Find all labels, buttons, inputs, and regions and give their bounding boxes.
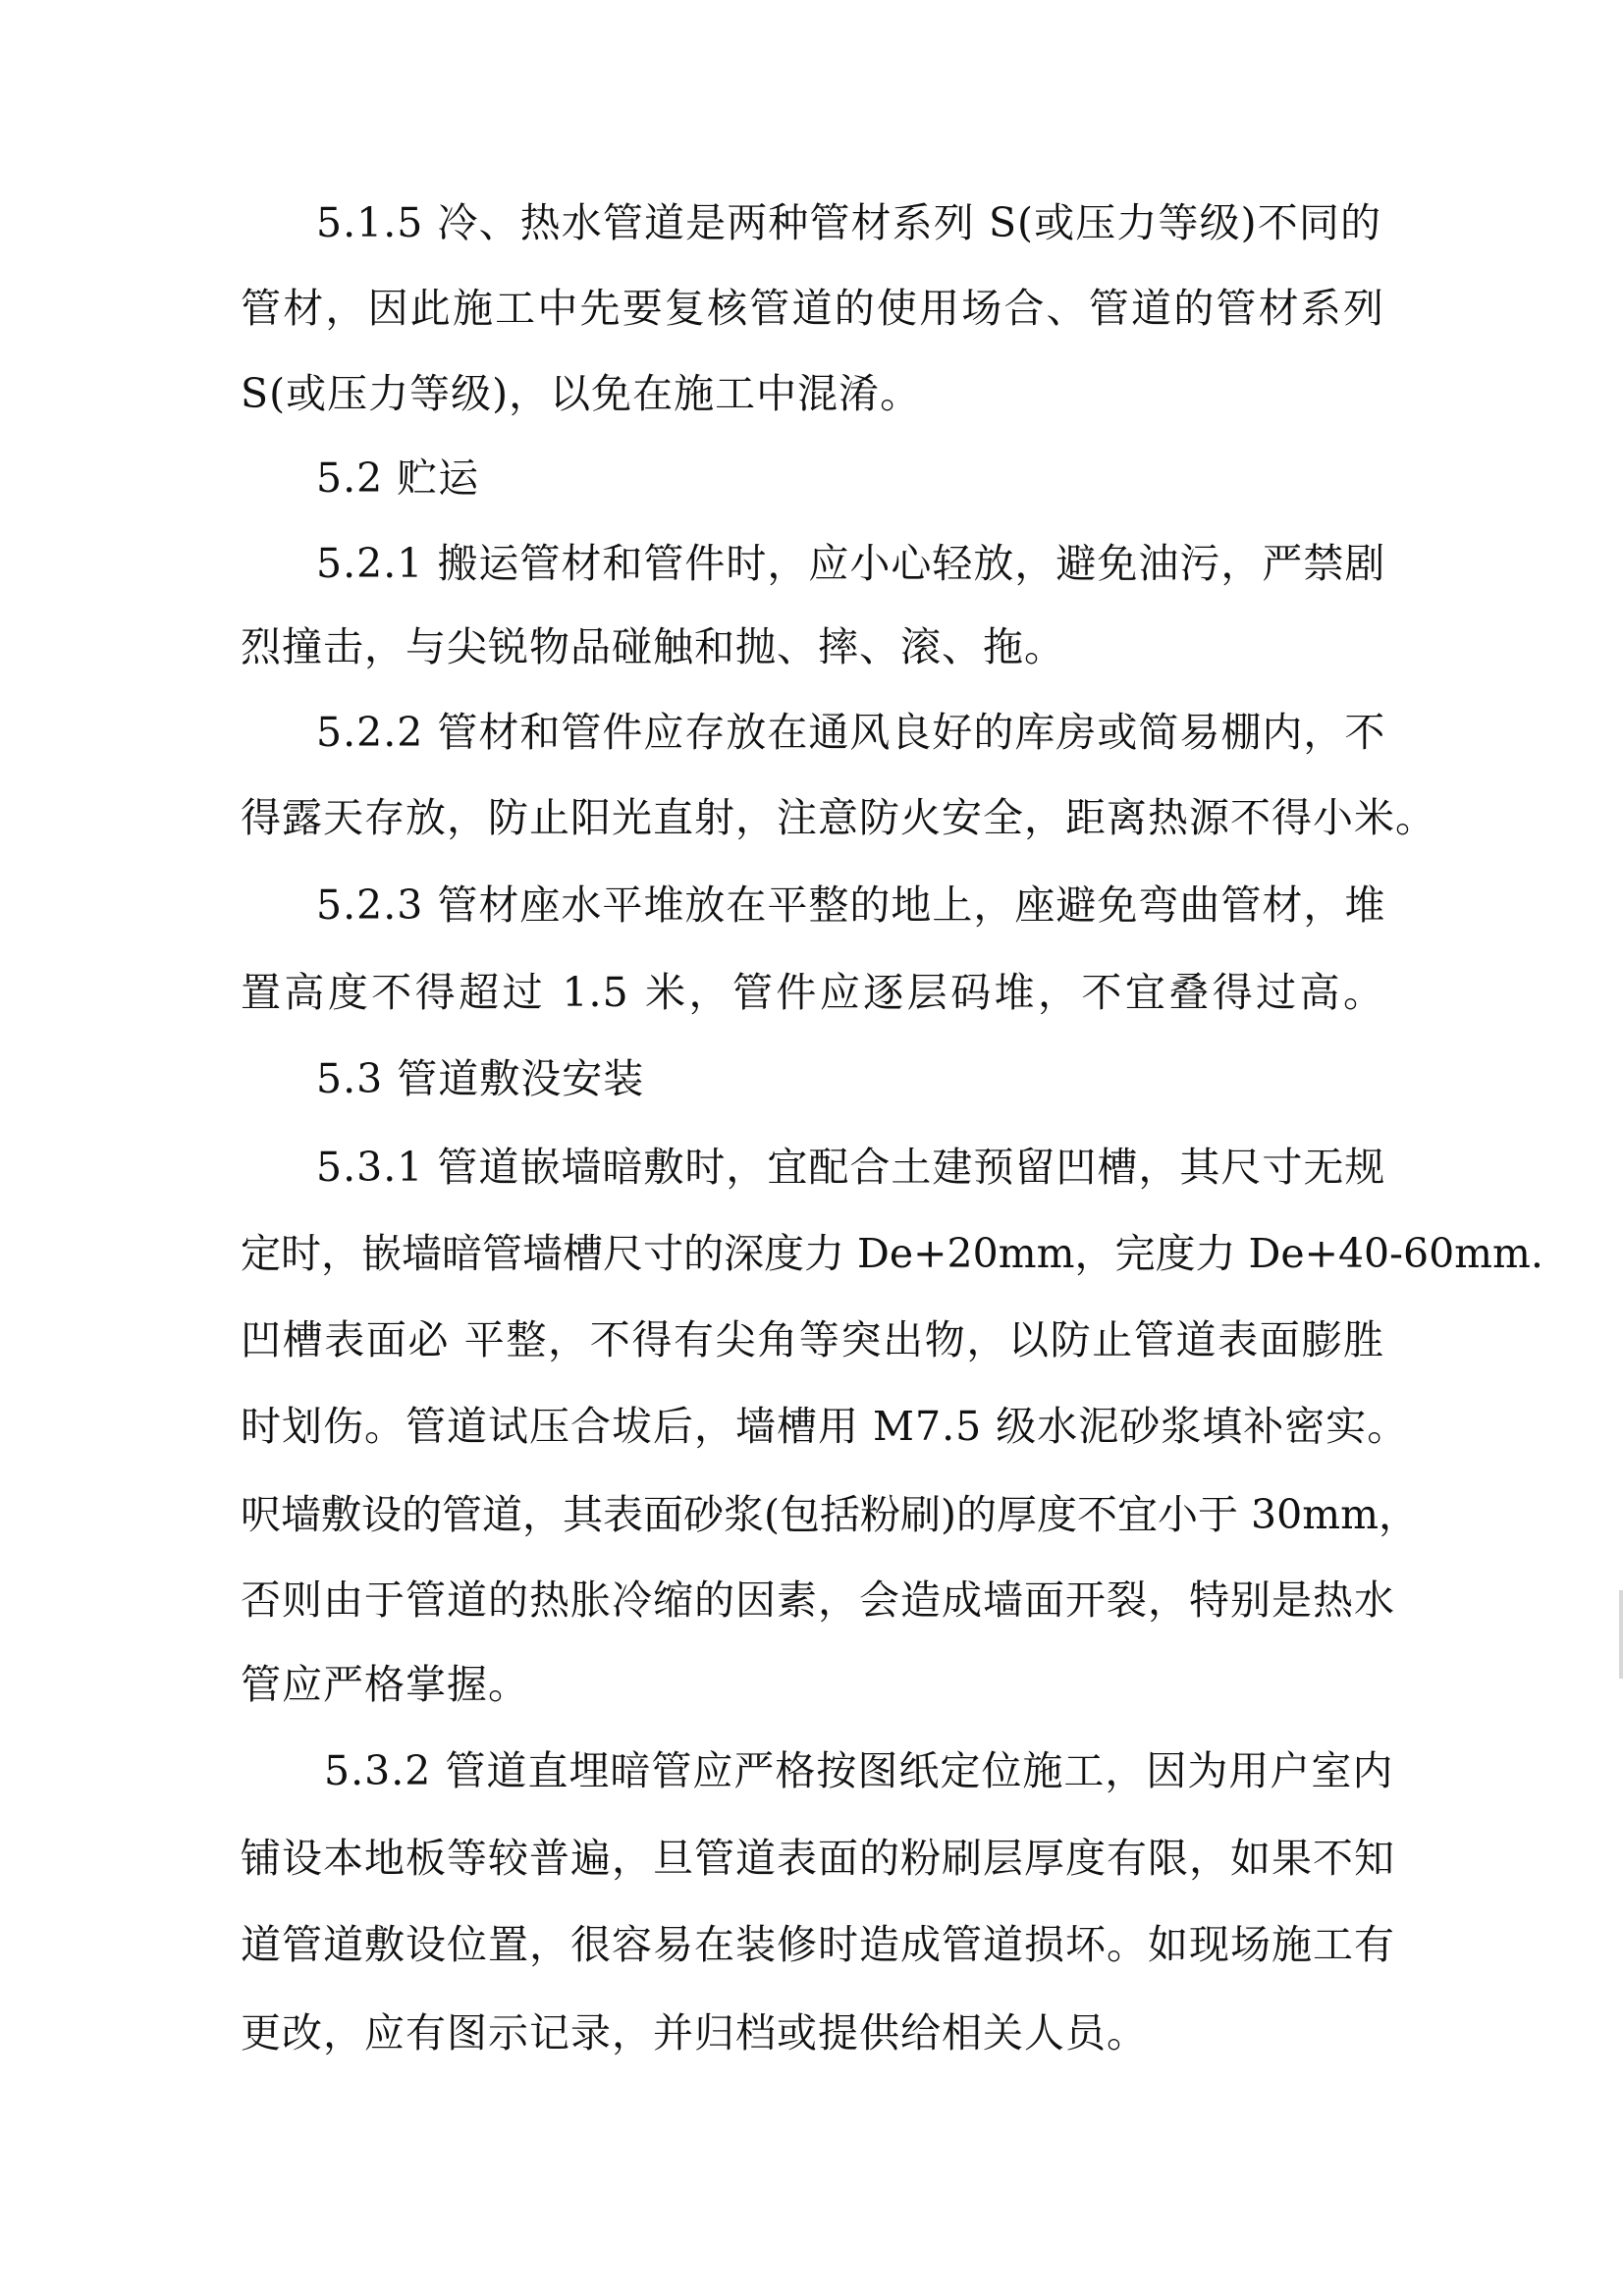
section-heading: 5.3 管道敷没安装	[316, 1055, 645, 1102]
text-line: 烈撞击，与尖锐物品碰触和抛、摔、滚、拖。	[241, 623, 1065, 670]
text-line: 定时，嵌墙暗管墙槽尺寸的深度力 De+20mm，完度力 De+40-60mm.	[241, 1230, 1543, 1277]
text-line: 否则由于管道的热胀冷缩的因素，会造成墙面开裂，特别是热水	[241, 1576, 1395, 1624]
text-line: 置高度不得超过 1.5 米，管件应逐层码堆，不宜叠得过高。	[241, 969, 1384, 1016]
text-line: 更改，应有图示记录，并归档或提供给相关人员。	[241, 2009, 1148, 2056]
text-line: 道管道敷设位置，很容易在装修时造成管道损坏。如现场施工有	[241, 1921, 1395, 1968]
text-line: 凹槽表面必 平整，不得有尖角等突出物，以防止管道表面膨胜	[241, 1316, 1384, 1363]
section-heading: 5.2 贮运	[316, 454, 480, 502]
text-line: 管材，因此施工中先要复核管道的使用场合、管道的管材系列	[241, 285, 1384, 332]
text-line: 管应严格掌握。	[241, 1661, 529, 1708]
text-line: 5.2.1 搬运管材和管件时，应小心轻放，避免油污，严禁剧	[316, 540, 1386, 587]
text-line: 5.3.1 管道嵌墙暗敷时，宜配合土建预留凹槽，其尺寸无规	[316, 1144, 1386, 1191]
text-line: S(或压力等级)，以免在施工中混淆。	[241, 370, 922, 417]
scan-edge-shadow	[1619, 1590, 1623, 1679]
text-line: 5.3.2 管道直埋暗管应严格按图纸定位施工，因为用户室内	[324, 1747, 1394, 1794]
text-line: 时划伤。管道试压合坺后，墙槽用 M7.5 级水泥砂浆填补密实。	[241, 1403, 1409, 1450]
text-line: 呎墙敷设的管道，其表面砂浆(包括粉刷)的厚度不宜小于 30mm，	[241, 1491, 1419, 1538]
text-line: 得露天存放，防止阳光直射，注意防火安全，距离热源不得小米。	[241, 794, 1436, 841]
text-line: 5.1.5 冷、热水管道是两种管材系列 S(或压力等级)不同的	[316, 199, 1381, 246]
text-line: 5.2.2 管材和管件应存放在通风良好的库房或简易棚内，不	[316, 709, 1386, 756]
text-line: 铺设本地板等较普遍，旦管道表面的粉刷层厚度有限，如果不知	[241, 1835, 1395, 1882]
text-line: 5.2.3 管材座水平堆放在平整的地上，座避免弯曲管材，堆	[316, 881, 1386, 929]
